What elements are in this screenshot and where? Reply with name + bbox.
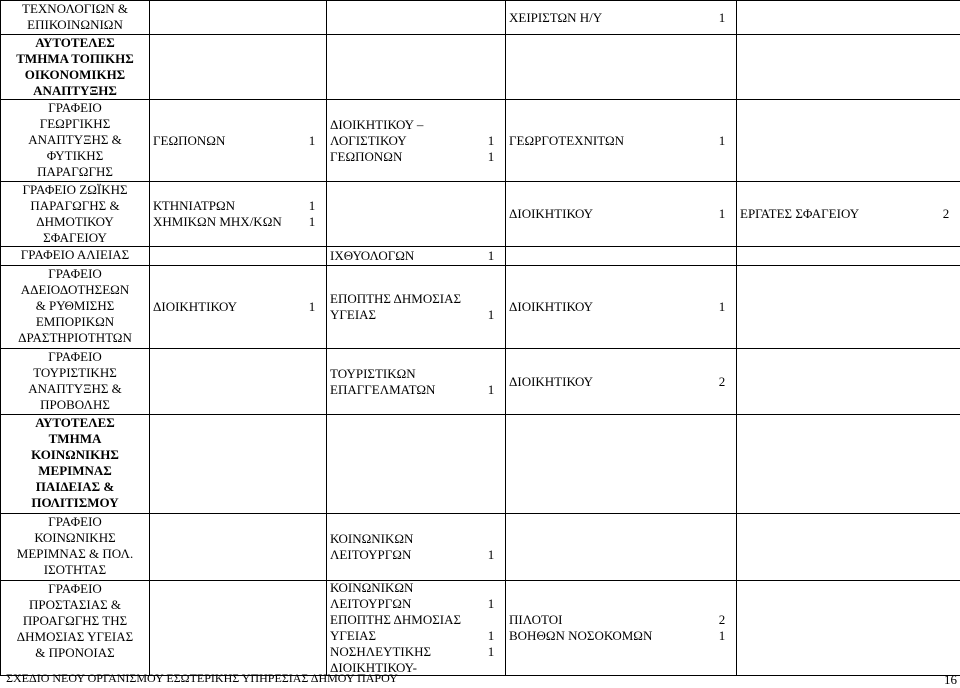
- position-item: [327, 547, 505, 563]
- position-count: [477, 291, 505, 307]
- position-item: [506, 206, 736, 222]
- position-title: ΚΤΗΝΙΑΤΡΩΝ: [153, 198, 236, 213]
- position-item: [327, 291, 505, 307]
- position-cell-c4: [737, 182, 960, 247]
- position-title: ΒΟΗΘΩΝ ΝΟΣΟΚΟΜΩΝ: [509, 628, 653, 643]
- position-count: 1: [718, 9, 726, 25]
- department-line: & ΠΡΟΝΟΙΑΣ: [35, 645, 115, 660]
- department-cell: [1, 514, 150, 581]
- position-cell-c2: [327, 247, 506, 266]
- department-cell: [1, 415, 150, 514]
- department-line: ΜΕΡΙΜΝΑΣ & ΠΟΛ.: [16, 546, 134, 561]
- department-line: ΤΜΗΜΑ ΤΟΠΙΚΗΣ: [16, 51, 134, 66]
- position-cell-c3: [506, 247, 737, 266]
- position-title: ΚΟΙΝΩΝΙΚΩΝ: [330, 531, 414, 546]
- department-cell: [1, 1, 150, 35]
- position-item: [327, 248, 505, 264]
- department-line: ΠΑΡΑΓΩΓΗΣ: [37, 164, 113, 179]
- position-title: ΓΕΩΠΟΝΩΝ: [330, 148, 403, 164]
- position-title: ΔΙΟΙΚΗΤΙΚΟΥ –: [330, 116, 424, 132]
- position-cell-c3: [506, 349, 737, 415]
- position-cell-c2: [327, 1, 506, 35]
- position-title: ΔΙΟΙΚΗΤΙΚΟΥ-: [330, 660, 417, 675]
- position-item: [506, 133, 736, 149]
- department-line: ΠΡΟΑΓΩΓΗΣ ΤΗΣ: [22, 613, 128, 628]
- department-line: ΟΙΚΟΝΟΜΙΚΗΣ: [24, 67, 126, 82]
- position-count: 2: [718, 612, 726, 627]
- position-count: 1: [487, 381, 495, 397]
- department-line: ΕΠΙΚΟΙΝΩΝΙΩΝ: [27, 17, 123, 32]
- department-line: ΚΟΙΝΩΝΙΚΗΣ: [31, 447, 119, 462]
- department-line: ΓΡΑΦΕΙΟ: [48, 514, 102, 529]
- position-item: [327, 628, 505, 644]
- position-title: ΥΓΕΙΑΣ: [330, 307, 377, 322]
- department-cell: [1, 247, 150, 266]
- position-cell-c1: [150, 1, 327, 35]
- position-cell-c4: [737, 349, 960, 415]
- position-cell-c1: [150, 415, 327, 514]
- position-count: 1: [487, 248, 495, 263]
- department-line: ΤΟΥΡΙΣΤΙΚΗΣ: [33, 365, 117, 380]
- position-cell-c4: [737, 266, 960, 349]
- table-row: [1, 182, 960, 247]
- department-line: ΔΗΜΟΣΙΑΣ ΥΓΕΙΑΣ: [16, 629, 134, 644]
- position-item: [150, 133, 326, 149]
- department-line: ΓΡΑΦΕΙΟ ΑΛΙΕΙΑΣ: [20, 247, 130, 262]
- position-cell-c1: [150, 581, 327, 676]
- position-count: 2: [718, 373, 726, 389]
- department-cell: [1, 349, 150, 415]
- position-title: ΓΕΩΡΓΟΤΕΧΝΙΤΩΝ: [509, 132, 624, 148]
- department-line: ΣΦΑΓΕΙΟΥ: [43, 230, 107, 245]
- department-line: ΑΥΤΟΤΕΛΕΣ: [35, 35, 115, 50]
- position-cell-c4: [737, 415, 960, 514]
- position-count: 1: [308, 198, 316, 213]
- department-cell: [1, 35, 150, 100]
- department-line: ΓΡΑΦΕΙΟ: [48, 349, 102, 364]
- department-line: ΙΣΟΤΗΤΑΣ: [43, 562, 107, 577]
- department-line: ΠΟΛΙΤΙΣΜΟΥ: [31, 495, 119, 510]
- department-line: ΔΡΑΣΤΗΡΙΟΤΗΤΩΝ: [18, 330, 132, 345]
- position-count: 1: [718, 206, 726, 221]
- position-item: [506, 612, 736, 628]
- department-line: ΕΜΠΟΡΙΚΩΝ: [35, 314, 115, 329]
- department-cell: [1, 581, 150, 676]
- position-cell-c2: [327, 581, 506, 676]
- position-count: 1: [487, 307, 495, 322]
- department-line: ΚΟΙΝΩΝΙΚΗΣ: [34, 530, 116, 545]
- position-title: ΛΟΓΙΣΤΙΚΟΥ: [330, 132, 407, 148]
- position-item: [327, 580, 505, 596]
- department-line: ΠΡΟΒΟΛΗΣ: [40, 397, 110, 412]
- department-line: ΔΗΜΟΤΙΚΟΥ: [36, 214, 114, 229]
- table-row: [1, 581, 960, 676]
- position-title: ΔΙΟΙΚΗΤΙΚΟΥ: [509, 373, 594, 389]
- position-title: ΚΟΙΝΩΝΙΚΩΝ: [330, 580, 414, 595]
- table-row: [1, 35, 960, 100]
- position-cell-c4: [737, 1, 960, 35]
- position-cell-c3: [506, 415, 737, 514]
- page-footer: [0, 668, 960, 688]
- department-line: ΠΑΡΑΓΩΓΗΣ &: [30, 198, 120, 213]
- position-count: 2: [942, 206, 950, 221]
- position-item: [327, 596, 505, 612]
- position-cell-c2: [327, 35, 506, 100]
- position-item: [506, 628, 736, 644]
- position-title: ΕΡΓΑΤΕΣ ΣΦΑΓΕΙΟΥ: [740, 206, 860, 221]
- department-line: ΤΜΗΜΑ: [48, 431, 102, 446]
- position-cell-c2: [327, 349, 506, 415]
- position-count: 1: [308, 214, 316, 229]
- position-cell-c1: [150, 266, 327, 349]
- department-line: ΑΥΤΟΤΕΛΕΣ: [35, 415, 115, 430]
- table-row: [1, 266, 960, 349]
- position-title: ΛΕΙΤΟΥΡΓΩΝ: [330, 596, 412, 611]
- position-item: [327, 117, 505, 133]
- position-item: [150, 214, 326, 230]
- position-cell-c2: [327, 514, 506, 581]
- position-cell-c1: [150, 100, 327, 182]
- position-item: [327, 612, 505, 628]
- position-count: 1: [308, 132, 316, 148]
- position-cell-c2: [327, 100, 506, 182]
- position-item: [327, 133, 505, 149]
- department-line: ΤΕΧΝΟΛΟΓΙΩΝ &: [22, 1, 128, 16]
- position-count: [477, 117, 505, 133]
- position-cell-c3: [506, 100, 737, 182]
- department-line: ΑΔΕΙΟΔΟΤΗΣΕΩΝ: [20, 282, 130, 297]
- position-title: ΠΙΛΟΤΟΙ: [509, 612, 563, 627]
- position-title: ΕΠΟΠΤΗΣ ΔΗΜΟΣΙΑΣ: [330, 612, 462, 627]
- department-line: ΓΡΑΦΕΙΟ: [48, 266, 102, 281]
- department-line: ΑΝΑΠΤΥΞΗΣ: [33, 83, 117, 98]
- position-title: ΤΟΥΡΙΣΤΙΚΩΝ: [330, 365, 416, 381]
- position-cell-c3: [506, 35, 737, 100]
- position-cell-c3: [506, 581, 737, 676]
- position-title: ΥΓΕΙΑΣ: [330, 628, 377, 643]
- table-row: [1, 415, 960, 514]
- position-count: 1: [487, 547, 495, 562]
- position-count: 1: [487, 644, 495, 659]
- position-cell-c2: [327, 182, 506, 247]
- position-title: ΧΗΜΙΚΩΝ ΜΗΧ/ΚΩΝ: [153, 214, 282, 229]
- position-cell-c3: [506, 182, 737, 247]
- table-row: [1, 349, 960, 415]
- position-cell-c1: [150, 349, 327, 415]
- position-item: [150, 299, 326, 315]
- position-item: [506, 299, 736, 315]
- table-row: [1, 1, 960, 35]
- position-count: 1: [487, 596, 495, 611]
- position-item: [327, 382, 505, 398]
- position-count: [477, 366, 505, 382]
- table-row: [1, 247, 960, 266]
- position-count: [477, 580, 505, 596]
- position-count: [477, 612, 505, 628]
- position-item: [506, 374, 736, 390]
- position-cell-c2: [327, 266, 506, 349]
- position-cell-c1: [150, 35, 327, 100]
- position-cell-c3: [506, 514, 737, 581]
- position-count: [477, 531, 505, 547]
- position-count: 1: [718, 628, 726, 643]
- department-line: ΑΝΑΠΤΥΞΗΣ &: [28, 132, 122, 147]
- table-row: [1, 514, 960, 581]
- department-line: ΦΥΤΙΚΗΣ: [46, 148, 104, 163]
- position-title: ΧΕΙΡΙΣΤΩΝ Η/Υ: [509, 9, 603, 25]
- page-number: 16: [944, 672, 957, 687]
- footer-text: ΣΧΕΔΙΟ ΝΕΟΥ ΟΡΓΑΝΙΣΜΟΥ ΕΣΩΤΕΡΙΚΗΣ ΥΠΗΡΕΣΙΑΣ ΔΗΜΟΥ ΠΑΡΟΥ: [6, 671, 398, 685]
- table-row: [1, 100, 960, 182]
- position-cell-c1: [150, 247, 327, 266]
- position-item: [506, 10, 736, 26]
- position-cell-c1: [150, 514, 327, 581]
- position-cell-c1: [150, 182, 327, 247]
- position-title: ΝΟΣΗΛΕΥΤΙΚΗΣ: [330, 644, 432, 659]
- position-title: ΙΧΘΥΟΛΟΓΩΝ: [330, 248, 415, 263]
- position-item: [737, 206, 960, 222]
- department-cell: [1, 266, 150, 349]
- position-count: 1: [487, 628, 495, 643]
- position-cell-c4: [737, 514, 960, 581]
- position-count: 1: [487, 148, 495, 164]
- department-line: ΓΡΑΦΕΙΟ: [48, 100, 102, 115]
- department-line: ΜΕΡΙΜΝΑΣ: [38, 463, 112, 478]
- position-title: ΕΠΑΓΓΕΛΜΑΤΩΝ: [330, 381, 436, 397]
- position-title: ΔΙΟΙΚΗΤΙΚΟΥ: [509, 206, 594, 221]
- position-item: [327, 366, 505, 382]
- department-line: ΓΕΩΡΓΙΚΗΣ: [39, 116, 111, 131]
- position-item: [327, 531, 505, 547]
- department-line: & ΡΥΘΜΙΣΗΣ: [35, 298, 115, 313]
- position-cell-c4: [737, 247, 960, 266]
- department-line: ΠΑΙΔΕΙΑΣ &: [35, 479, 115, 494]
- position-item: [150, 198, 326, 214]
- position-count: 1: [718, 132, 726, 148]
- position-title: ΕΠΟΠΤΗΣ ΔΗΜΟΣΙΑΣ: [330, 291, 462, 306]
- position-title: ΔΙΟΙΚΗΤΙΚΟΥ: [153, 299, 238, 314]
- department-line: ΓΡΑΦΕΙΟ ΖΩΪΚΗΣ: [22, 182, 128, 197]
- position-count: 1: [487, 132, 495, 148]
- position-cell-c2: [327, 415, 506, 514]
- position-cell-c3: [506, 266, 737, 349]
- position-cell-c4: [737, 35, 960, 100]
- position-count: 1: [308, 299, 316, 314]
- position-item: [327, 644, 505, 660]
- position-cell-c3: [506, 1, 737, 35]
- department-cell: [1, 100, 150, 182]
- position-cell-c4: [737, 581, 960, 676]
- department-line: ΓΡΑΦΕΙΟ: [48, 581, 102, 596]
- position-item: [327, 149, 505, 165]
- department-cell: [1, 182, 150, 247]
- position-count: 1: [718, 299, 726, 314]
- position-cell-c4: [737, 100, 960, 182]
- department-line: ΑΝΑΠΤΥΞΗΣ &: [28, 381, 122, 396]
- position-title: ΓΕΩΠΟΝΩΝ: [153, 132, 226, 148]
- position-item: [327, 307, 505, 323]
- department-line: ΠΡΟΣΤΑΣΙΑΣ &: [28, 597, 122, 612]
- position-title: ΔΙΟΙΚΗΤΙΚΟΥ: [509, 299, 594, 314]
- position-title: ΛΕΙΤΟΥΡΓΩΝ: [330, 547, 412, 562]
